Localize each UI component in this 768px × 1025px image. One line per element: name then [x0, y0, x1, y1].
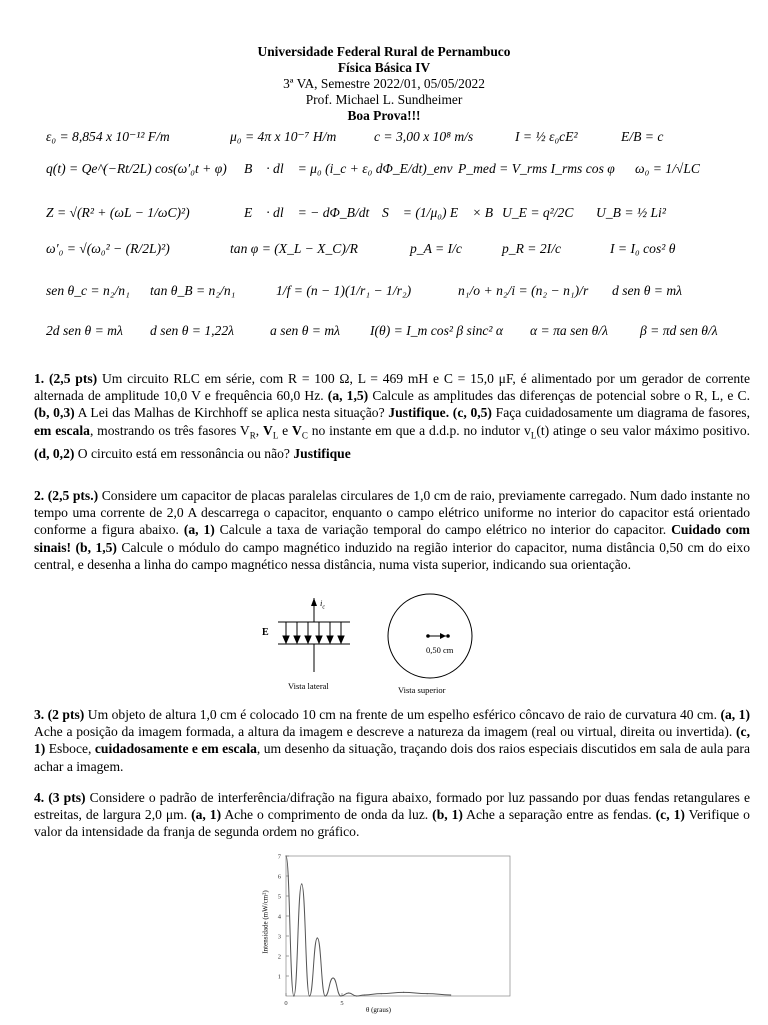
course-name: Física Básica IV: [337, 60, 431, 75]
intensity-point: [364, 994, 365, 995]
formula-e-over-b: E/B = c: [621, 129, 664, 144]
intensity-chart-svg: [248, 848, 518, 1020]
top-view-label: Vista superior: [398, 685, 446, 695]
distance-label: 0,50 cm: [426, 645, 454, 655]
formula-faraday: ∮ E⃗ · dl⃗ = − dΦ_B/dt: [230, 205, 370, 220]
chart-frame: [286, 856, 510, 996]
x-tick-label: 0: [284, 1000, 288, 1007]
formula-bragg: 2d sen θ = mλ: [46, 323, 123, 338]
intensity-point: [403, 992, 404, 993]
formula-charge: q(t) = Qe^(−Rt/2L) cos(ω′₀t + φ): [46, 161, 227, 176]
intensity-point: [340, 995, 341, 996]
formula-omega0: ω₀ = 1/√LC: [635, 161, 700, 176]
formula-double-slit: d sen θ = mλ: [612, 283, 683, 298]
formula-pr: p_R = 2I/c: [502, 241, 562, 256]
y-tick-label: 3: [277, 933, 281, 941]
y-tick-label: 1: [277, 973, 281, 981]
chart-y-label: Intensidade (mW/cm²): [261, 890, 270, 954]
x-tick-label: 5: [340, 1000, 344, 1007]
intensity-point: [293, 995, 294, 996]
formula-mu0: μ₀ = 4π x 10⁻⁷ H/m: [230, 129, 337, 144]
intensity-point: [348, 992, 349, 993]
exam-info: 3ª VA, Semestre 2022/01, 05/05/2022: [283, 76, 485, 91]
formula-ampere: ∮ B⃗ · dl⃗ = μ₀ (i_c + ε₀ dΦ_E/dt)_env: [230, 161, 453, 176]
good-luck: Boa Prova!!!: [347, 108, 421, 123]
formula-eps0: ε₀ = 8,854 x 10⁻¹² F/m: [46, 129, 170, 144]
y-tick-label: 4: [277, 913, 281, 921]
intensity-point: [317, 937, 318, 938]
field-label-e: E: [262, 627, 269, 638]
formula-brewster: tan θ_B = n₂/n₁: [150, 283, 236, 298]
y-tick-label: 6: [277, 873, 281, 881]
chart-x-label: θ (graus): [366, 1006, 391, 1014]
formula-poynting: S⃗ = (1/μ₀) E⃗ × B⃗: [382, 205, 504, 220]
formula-tan-phi: tan φ = (X_L − X_C)/R: [230, 241, 358, 256]
side-view-label: Vista lateral: [288, 681, 329, 691]
formula-intensity: I = ½ ε₀cE²: [515, 129, 578, 144]
formula-impedance: Z = √(R² + (ωL − 1/ωC)²): [46, 205, 190, 220]
formula-intensity-pattern: I(θ) = I_m cos² β sinc² α: [370, 323, 504, 338]
intensity-point: [301, 883, 302, 884]
intensity-point: [427, 993, 428, 994]
y-tick-label: 2: [277, 953, 281, 961]
question-3: 3. (2 pts) Um objeto de altura 1,0 cm é colocado 10 cm na frente de um espelho esférico côncavo de raio de curvatura 40 cm. (a, 1) Ache a posição da imagem formada, a altura da imagem e descreve a natureza da imagem (real ou virtual, direita ou invertida). (c, 1) Esboce, cuidadosamente e em escala, um desenho da situação, traçando dois dos raios especiais discutidos em sala de aula para achar a imagem.: [34, 707, 750, 774]
formula-rayleigh: d sen θ = 1,22λ: [150, 323, 235, 338]
professor-name: Prof. Michael L. Sundheimer: [305, 92, 463, 107]
y-tick-label: 5: [277, 893, 281, 901]
formula-single-slit: a sen θ = mλ: [270, 323, 341, 338]
formula-omega-prime: ω′₀ = √(ω₀² − (R/2L)²): [46, 241, 170, 256]
intensity-point: [381, 993, 382, 994]
formula-power: P_med = V_rms I_rms cos φ: [458, 161, 615, 176]
question-4: 4. (3 pts) Considere o padrão de interferência/difração na figura abaixo, formado por luz passando por duas fendas retangulares e estreitas, de largura 2,0 μm. (a, 1) Ache o comprimento de onda da luz. (b, 1) Ache a separação entre as fendas. (c, 1) Verifique o valor da intensidade da franja de segunda ordem no gráfico.: [34, 790, 750, 840]
intensity-series-line: [286, 856, 451, 996]
intensity-point: [332, 977, 333, 978]
formula-beta: β = πd sen θ/λ: [640, 323, 718, 338]
intensity-point: [285, 855, 286, 856]
intensity-chart: [248, 848, 518, 1020]
question-2: 2. (2,5 pts.) Considere um capacitor de placas paralelas circulares de 1,0 cm de raio, previamente carregado. Num dado instante no tempo uma corrente de 2,0 A descarrega o capacitor, enquanto o campo elétrico uniforme no interior do capacitor está orientado conforme a figura abaixo. (a, 1) Calcule a taxa de variação temporal do campo elétrico no interior do capacitor. Cuidado com sinais! (b, 1,5) Calcule o módulo do campo magnético induzido na região interior do capacitor, numa distância 0,50 cm do eixo central, e desenha a linha do campo magnético nessa distância, numa vista superior, indicando sua orientação.: [34, 488, 751, 572]
formula-pa: p_A = I/c: [410, 241, 462, 256]
formula-alpha: α = πa sen θ/λ: [530, 323, 608, 338]
intensity-point: [325, 995, 326, 996]
intensity-point: [450, 994, 451, 995]
current-label: $i_c$: [320, 598, 326, 611]
intensity-point: [356, 995, 357, 996]
formula-malus: I = I₀ cos² θ: [610, 241, 676, 256]
y-tick-label: 7: [277, 853, 281, 861]
capacitor-figure: [250, 592, 480, 702]
intensity-point: [309, 995, 310, 996]
question-1: 1. (2,5 pts) Um circuito RLC em série, com R = 100 Ω, L = 469 mH e C = 15,0 μF, é alimentado por um gerador de corrente alternada de amplitude 10,0 V e frequência 60,0 Hz. (a, 1,5) Calcule as amplitudes das diferenças de potencial sobre o R, L, e C. (b, 0,3) A Lei das Malhas de Kirchhoff se aplica nesta situação? Justifique. (c, 0,5) Faça cuidadosamente um diagrama de fasores, em escala, mostrando os três fasores $V_R$, $V_L$ e $V_C$ no instante em que a d.d.p. no indutor $v_L(t)$ atinge o seu valor máximo positivo. (d, 0,2) O circuito está em ressonância ou não? Justifique: [34, 371, 751, 461]
university-name: Universidade Federal Rural de Pernambuco: [257, 44, 511, 59]
formula-lensmaker: 1/f = (n − 1)(1/r₁ − 1/r₂): [276, 283, 412, 298]
formula-critical-angle: sen θ_c = n₂/n₁: [46, 283, 130, 298]
formula-refraction-surface: n₁/o + n₂/i = (n₂ − n₁)/r: [458, 283, 589, 298]
formula-ue: U_E = q²/2C: [502, 205, 574, 220]
formula-c: c = 3,00 x 10⁸ m/s: [374, 129, 474, 144]
formula-ub: U_B = ½ Li²: [596, 205, 666, 220]
